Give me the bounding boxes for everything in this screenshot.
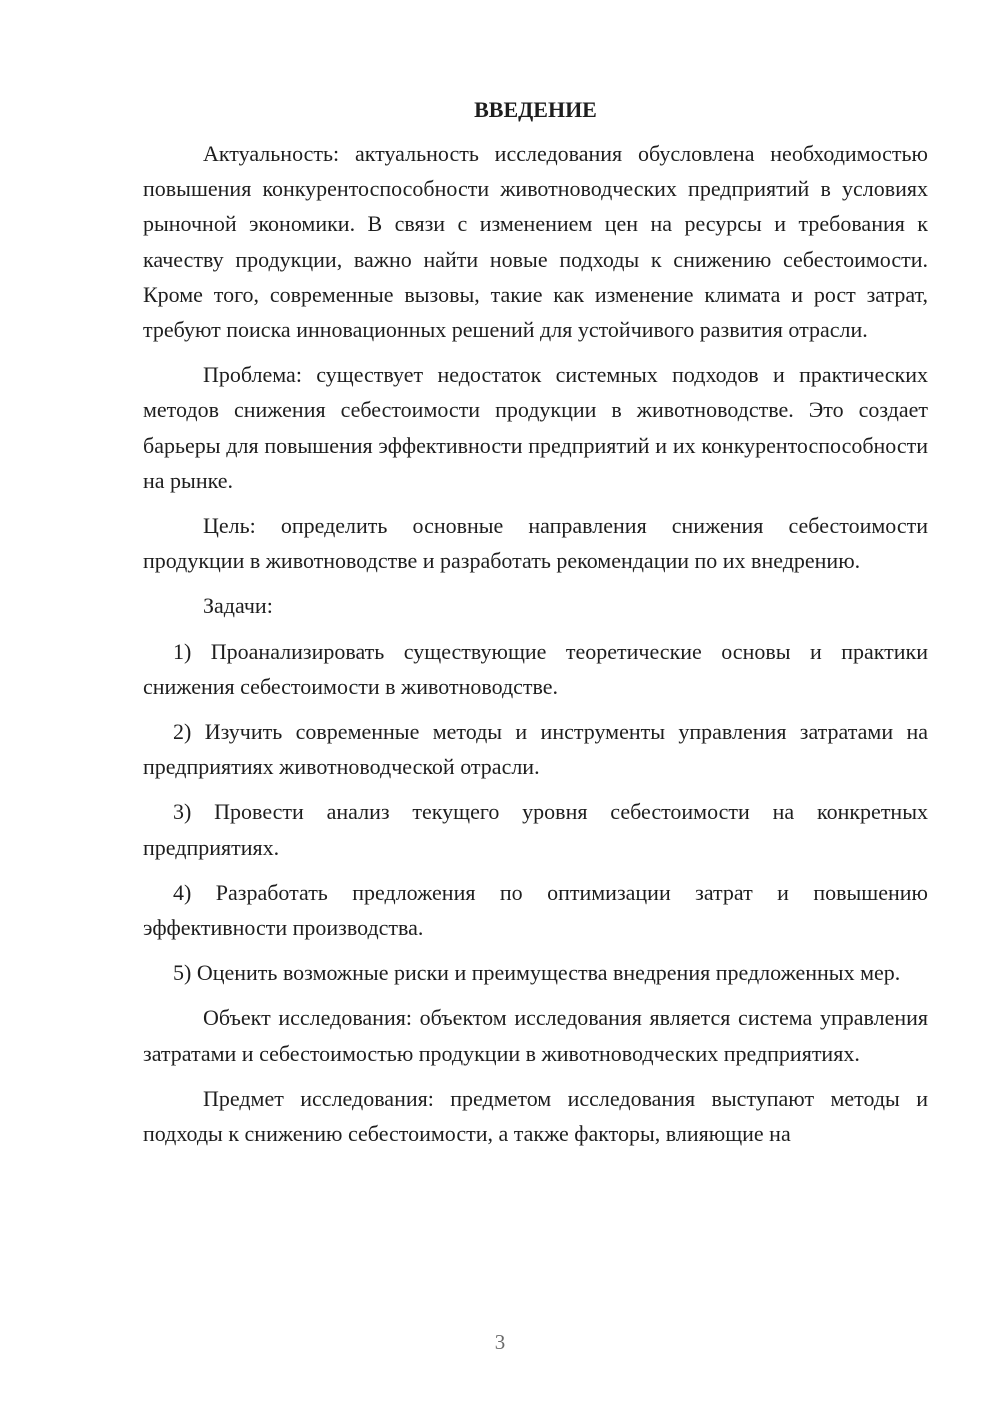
- document-page: [143, 92, 928, 1161]
- paragraph-tasks-heading: Задачи:: [203, 593, 273, 619]
- paragraph-object: Объект исследования: объектом исследования является система управления затратами и себестоимостью продукции в животноводческих предприятиях.: [143, 1005, 928, 1066]
- paragraph-subject: Предмет исследования: предметом исследования выступают методы и подходы к снижению себестоимости, а также факторы, влияющие на: [143, 1085, 928, 1147]
- paragraph-relevance: Актуальность: актуальность исследования обусловлена необходимостью повышения конкурентоспособности животноводческих предприятий в условиях рыночной экономики. В связи с изменением цен на ресурсы и требования к качеству продукции, важно найти новые подходы к снижению себестоимости. Кроме того, современные вызовы, такие как изменение климата и рост затрат, требуют поиска инновационных решений для устойчивого развития отрасли.: [143, 141, 928, 343]
- task-item-3: 3) Провести анализ текущего уровня себестоимости на конкретных предприятиях.: [143, 799, 928, 860]
- section-title: ВВЕДЕНИЕ: [474, 97, 597, 122]
- task-item-4: 4) Разработать предложения по оптимизации затрат и повышению эффективности производства.: [143, 879, 928, 941]
- task-item-1: 1) Проанализировать существующие теоретические основы и практики снижения себестоимости в животноводстве.: [143, 638, 928, 699]
- paragraph-goal: Цель: определить основные направления снижения себестоимости продукции в животноводстве и разработать рекомендации по их внедрению.: [143, 513, 928, 574]
- task-item-2: 2) Изучить современные методы и инструменты управления затратами на предприятиях животноводческой отрасли.: [143, 719, 928, 780]
- task-item-5: 5) Оценить возможные риски и преимущества внедрения предложенных мер.: [173, 960, 901, 986]
- paragraph-problem: Проблема: существует недостаток системных подходов и практических методов снижения себестоимости продукции в животноводстве. Это создает барьеры для повышения эффективности предприятий и их конкурентоспособности на рынке.: [143, 362, 928, 493]
- page-number: 3: [494, 1330, 506, 1354]
